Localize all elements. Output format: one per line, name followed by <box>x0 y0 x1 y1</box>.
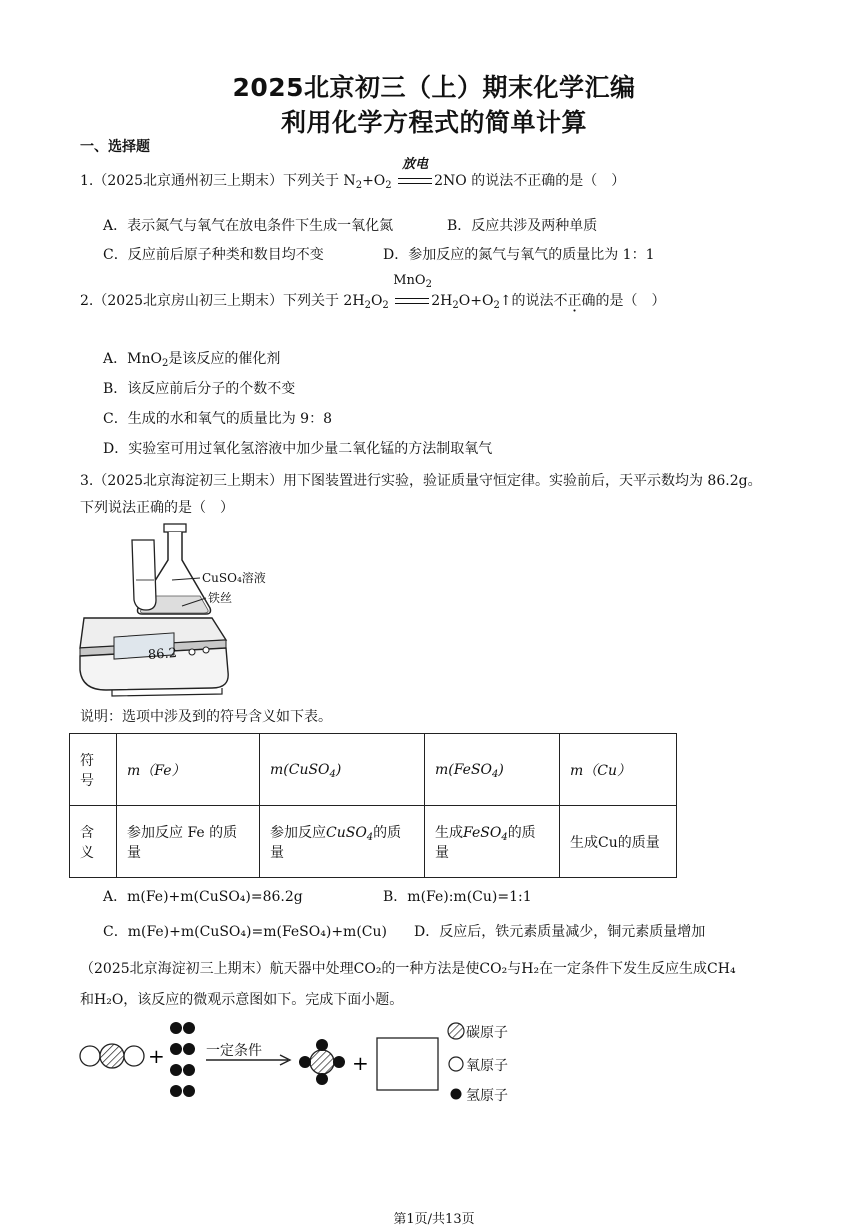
cell-m-fe: m（Fe） <box>117 734 260 806</box>
balance-illustration <box>72 520 272 700</box>
cell-mean-feso4: 生成FeSO$_4$的质量 <box>425 806 560 878</box>
question-1-stem: 1.（2025北京通州初三上期末）下列关于 $N_2+O_2$ 放电 2NO 的说法不正确的是（ ） <box>80 157 626 191</box>
row-head-symbol: 符号 <box>70 734 117 806</box>
q3-option-a: A．m(Fe)+m(CuSO₄)=86.2g <box>103 889 303 905</box>
reaction-condition: 放电 <box>396 173 434 189</box>
label-cuso4-solution: CuSO₄溶液 <box>202 571 266 585</box>
q2-option-b: B．该反应前后分子的个数不变 <box>103 381 296 397</box>
q1-option-b: B．反应共涉及两种单质 <box>447 218 598 234</box>
symbol-table <box>69 733 677 878</box>
label-iron-wire: 铁丝 <box>208 591 233 605</box>
page-subtitle: 利用化学方程式的简单计算 <box>280 108 587 137</box>
cell-mean-cuso4: 参加反应CuSO$_4$的质量 <box>260 806 425 878</box>
balance-display: 86.2 <box>147 646 178 663</box>
legend-hydrogen-atom: 氢原子 <box>466 1088 508 1104</box>
page-title: 2025北京初三（上）期末化学汇编 <box>232 73 636 102</box>
svg-text:+: + <box>352 1051 369 1075</box>
cell-mean-cu: 生成Cu的质量 <box>560 806 677 878</box>
legend-oxygen-atom: 氧原子 <box>466 1058 508 1074</box>
arrow-condition-label: 一定条件 <box>206 1043 262 1059</box>
q3-option-d: D．反应后，铁元素质量减少，铜元素质量增加 <box>414 924 706 940</box>
page-number: 第1页/共13页 <box>393 1212 475 1227</box>
legend-carbon-atom: 碳原子 <box>466 1025 508 1041</box>
table-row <box>70 806 677 878</box>
micro-reaction-diagram <box>76 1018 476 1118</box>
row-head-meaning: 含义 <box>70 806 117 878</box>
question-4-stem: （2025北京海淀初三上期末）航天器中处理CO₂的一种方法是使CO₂与H₂在一定条件下发生反应生成CH₄ <box>80 961 736 977</box>
svg-text:+: + <box>148 1044 165 1068</box>
q2-option-c: C．生成的水和氧气的质量比为 9：8 <box>103 411 332 427</box>
question-3-stem: 3.（2025北京海淀初三上期末）用下图装置进行实验，验证质量守恒定律。实验前后，天平示数均为 86.2g。 <box>80 473 762 489</box>
q2-option-d: D．实验室可用过氧化氢溶液中加少量二氧化锰的方法制取氧气 <box>103 441 493 457</box>
reaction-catalyst: MnO$_2$ <box>393 293 431 309</box>
q1-option-d: D．参加反应的氮气与氧气的质量比为 1：1 <box>383 247 655 263</box>
question-4-stem-2: 和H₂O，该反应的微观示意图如下。完成下面小题。 <box>80 992 404 1008</box>
cell-m-cuso4: m(CuSO$_4$) <box>260 734 425 806</box>
question-3-stem-2: 下列说法正确的是（ ） <box>80 500 234 516</box>
q3-option-b: B．m(Fe):m(Cu)=1:1 <box>383 889 532 905</box>
cell-m-cu: m（Cu） <box>560 734 677 806</box>
q3-option-c: C．m(Fe)+m(CuSO₄)=m(FeSO₄)+m(Cu) <box>103 924 387 940</box>
question-2-stem: 2.（2025北京房山初三上期末）下列关于 $2H_2O_2$ MnO$_2$ $2H_2O+O_2↑$的说法不正确的是（ ） <box>80 273 666 311</box>
table-row <box>70 734 677 806</box>
table-note: 说明：选项中涉及到的符号含义如下表。 <box>80 709 332 725</box>
section-heading: 一、选择题 <box>80 139 150 155</box>
q2-option-a: A．MnO$_2$是该反应的催化剂 <box>103 351 281 369</box>
cell-mean-fe: 参加反应 Fe 的质量 <box>117 806 260 878</box>
q1-option-c: C．反应前后原子种类和数目均不变 <box>103 247 324 263</box>
q1-option-a: A．表示氮气与氧气在放电条件下生成一氧化氮 <box>103 218 394 234</box>
cell-m-feso4: m(FeSO$_4$) <box>425 734 560 806</box>
